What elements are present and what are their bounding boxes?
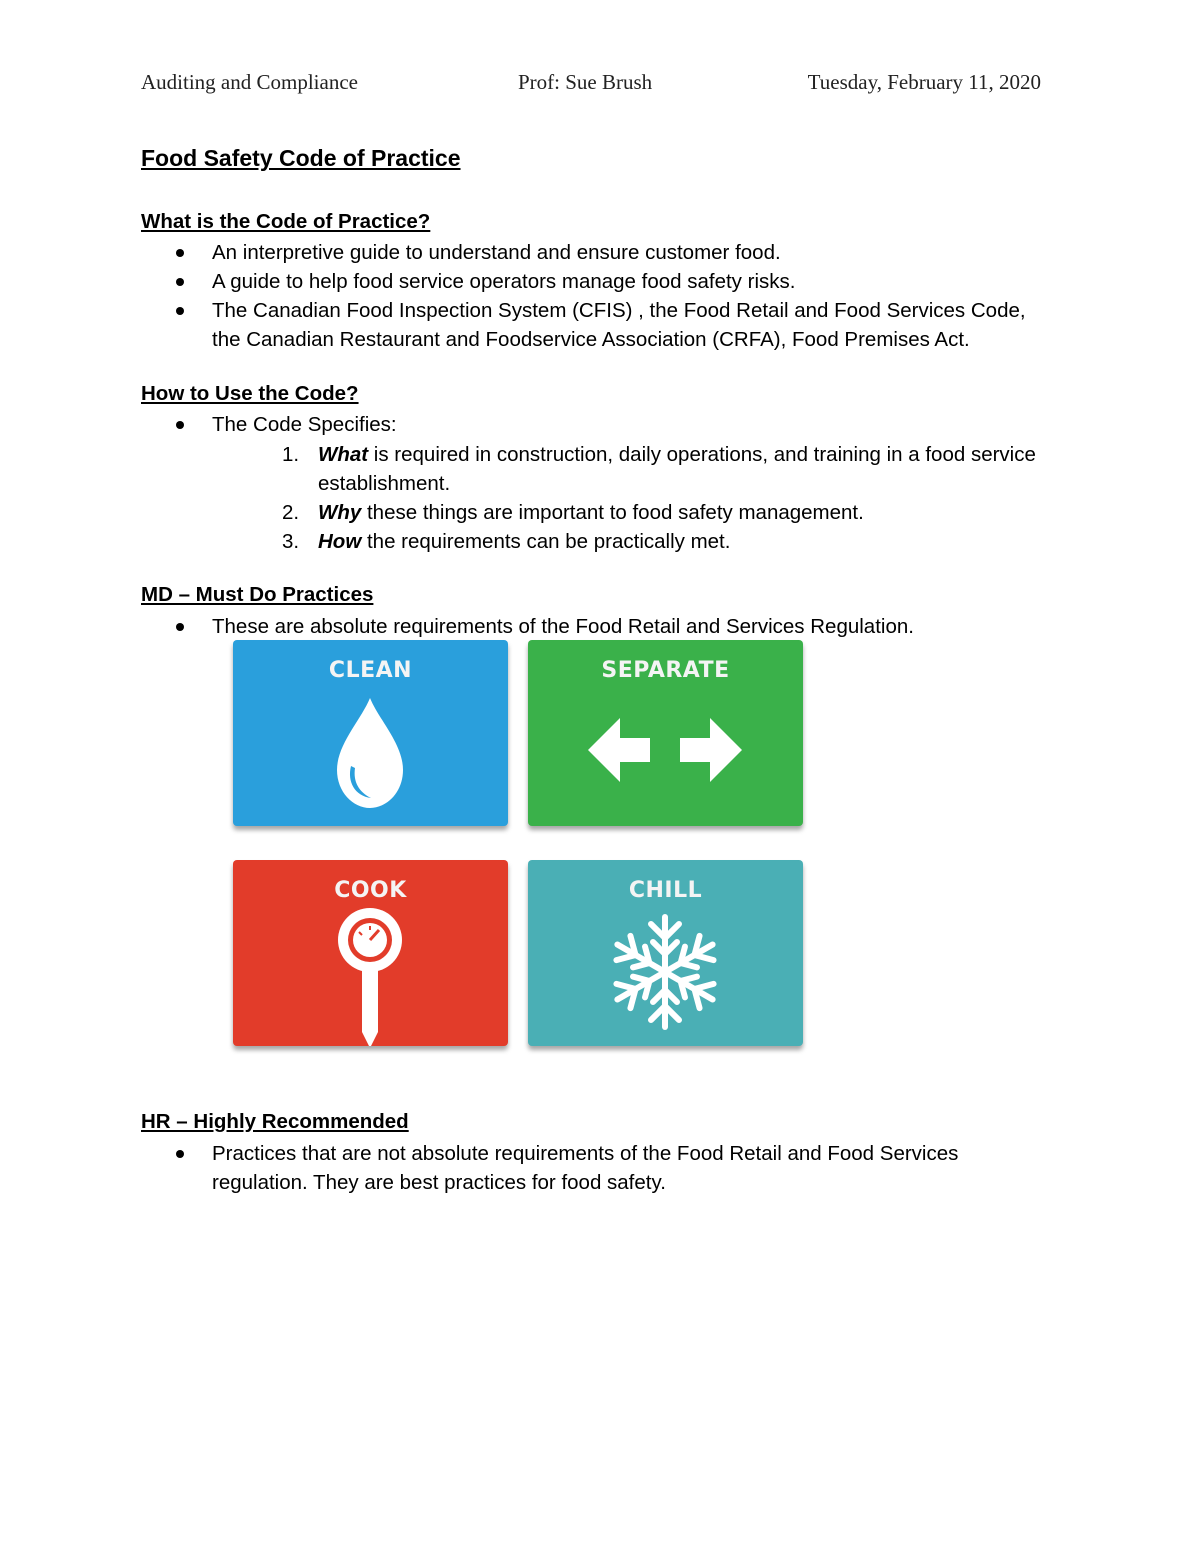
- item-number: 1.: [282, 443, 300, 466]
- section-how-list: [141, 410, 1041, 439]
- item-keyword: Why: [318, 501, 362, 524]
- section-heading-highly-recommended: HR – Highly Recommended: [141, 1110, 409, 1133]
- item-keyword: What: [318, 443, 369, 466]
- page-header: [141, 70, 1041, 100]
- tile-clean: [233, 640, 508, 826]
- item-text: these things are important to food safety management.: [361, 501, 864, 524]
- tile-label: SEPARATE: [601, 658, 730, 683]
- section-heading-what: What is the Code of Practice?: [141, 210, 431, 233]
- tile-cook: [233, 860, 508, 1046]
- arrows-icon: [528, 640, 803, 826]
- tile-label: CLEAN: [328, 658, 413, 683]
- document-title: Food Safety Code of Practice: [141, 145, 461, 171]
- section-what-list: [141, 238, 1041, 354]
- item-keyword: How: [318, 530, 362, 553]
- list-item: An interpretive guide to understand and ensure customer food.: [141, 238, 1041, 267]
- tile-label: COOK: [334, 878, 407, 903]
- section-heading-must-do: MD – Must Do Practices: [141, 583, 374, 606]
- section-highly-recommended-list: [141, 1139, 1041, 1197]
- professor-name: Prof: Sue Brush: [518, 70, 653, 94]
- tile-chill: [528, 860, 803, 1046]
- food-safety-tiles: [233, 640, 803, 1060]
- code-specifies-list: [141, 440, 1041, 556]
- item-text: the requirements can be practically met.: [361, 530, 731, 553]
- list-item: The Canadian Food Inspection System (CFIS) , the Food Retail and Food Services Code, the Canadian Restaurant and Foodservice Association (CRFA), Food Premises Act.: [141, 296, 1041, 354]
- course-name: Auditing and Compliance: [141, 70, 358, 94]
- numbered-item: [141, 527, 1041, 556]
- water-drop-icon: [233, 640, 508, 826]
- header-date: Tuesday, February 11, 2020: [807, 70, 1041, 94]
- item-text: is required in construction, daily operations, and training in a food service establishment.: [318, 443, 1036, 495]
- snowflake-icon: [528, 860, 803, 1046]
- section-heading-how: How to Use the Code?: [141, 382, 359, 405]
- list-item: The Code Specifies:: [141, 410, 1041, 439]
- section-must-do-list: [141, 612, 1041, 641]
- thermometer-icon: [233, 860, 508, 1046]
- list-item: These are absolute requirements of the Food Retail and Services Regulation.: [141, 612, 1041, 641]
- item-number: 3.: [282, 530, 300, 553]
- numbered-item: [141, 498, 1041, 527]
- list-item: A guide to help food service operators manage food safety risks.: [141, 267, 1041, 296]
- item-number: 2.: [282, 501, 300, 524]
- tile-separate: [528, 640, 803, 826]
- list-item: Practices that are not absolute requirements of the Food Retail and Food Services regulation. They are best practices for food safety.: [141, 1139, 1041, 1197]
- numbered-item: [141, 440, 1041, 498]
- tile-label: CHILL: [628, 878, 703, 903]
